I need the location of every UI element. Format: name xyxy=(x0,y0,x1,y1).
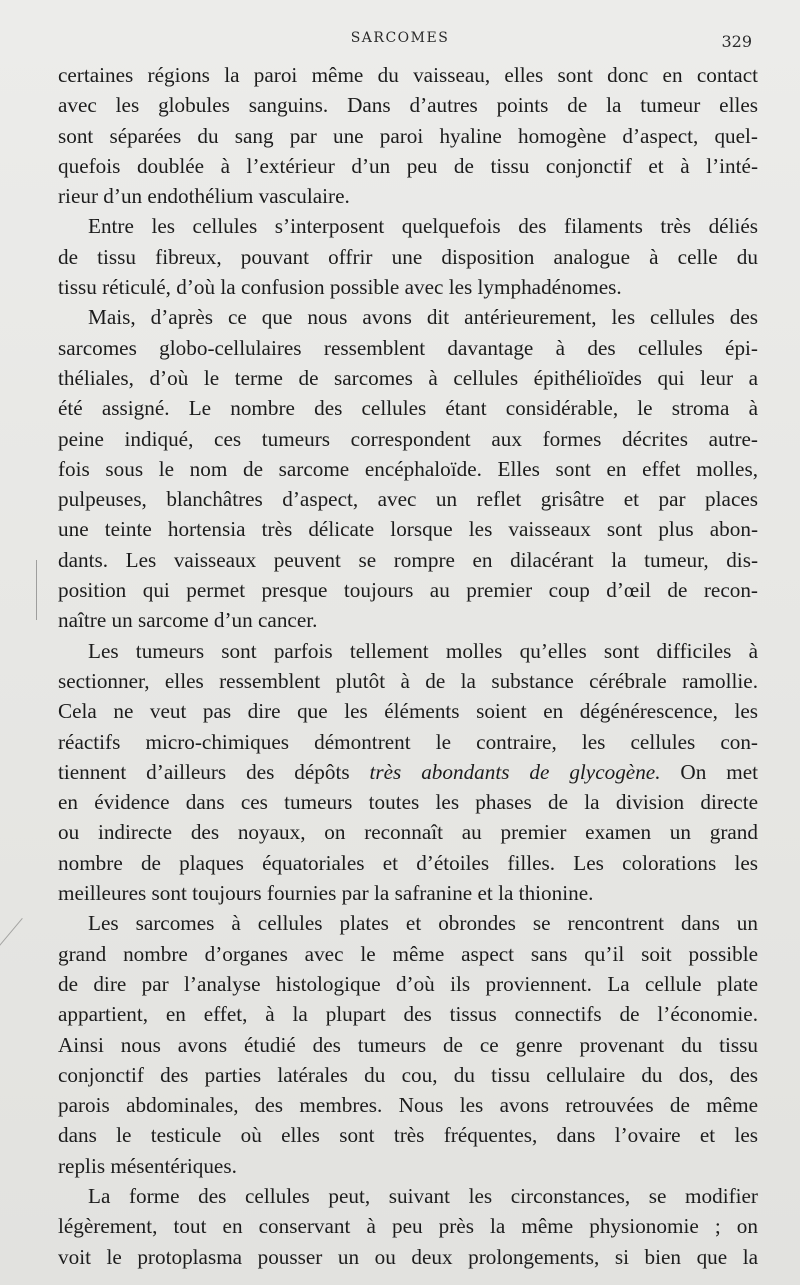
text-line: quefois doublée à l’extérieur d’un peu de tissu conjonctif et à l’inté- xyxy=(58,153,758,178)
text-line: Ainsi nous avons étudié des tumeurs de ce genre provenant du tissu xyxy=(58,1032,758,1057)
paragraph xyxy=(58,60,758,211)
text-line: sont séparées du sang par une paroi hyaline homogène d’aspect, quel- xyxy=(58,123,758,148)
text-line: réactifs micro-chimiques démontrent le contraire, les cellules con- xyxy=(58,729,758,754)
text-line: conjonctif des parties latérales du cou, du tissu cellulaire du dos, des xyxy=(58,1062,758,1087)
body-text xyxy=(58,60,758,1272)
text-line: en évidence dans ces tumeurs toutes les phases de la division directe xyxy=(58,790,758,815)
text-line: Les tumeurs sont parfois tellement molles qu’elles sont difficiles à xyxy=(88,638,758,663)
text-line: fois sous le nom de sarcome encéphaloïde. Elles sont en effet molles, xyxy=(58,456,758,481)
text-line: grand nombre d’organes avec le même aspect sans qu’il soit possible xyxy=(58,941,758,966)
text-line: légèrement, tout en conservant à peu près la même physionomie ; on xyxy=(58,1214,758,1239)
text-line: avec les globules sanguins. Dans d’autres points de la tumeur elles xyxy=(58,93,758,118)
text-line: tiennent d’ailleurs des dépôts très abondants de glycogène. On met xyxy=(58,759,758,784)
text-line: été assigné. Le nombre des cellules étant considérable, le stroma à xyxy=(58,396,758,421)
text-line: théliales, d’où le terme de sarcomes à cellules épithélioïdes qui leur a xyxy=(58,365,758,390)
text-line: Les sarcomes à cellules plates et obrondes se rencontrent dans un xyxy=(88,911,758,936)
text-line: nombre de plaques équatoriales et d’étoiles filles. Les colorations les xyxy=(58,850,758,875)
paragraph xyxy=(58,302,758,635)
margin-pencil-mark xyxy=(36,560,37,620)
text-line: dants. Les vaisseaux peuvent se rompre en dilacérant la tumeur, dis- xyxy=(58,547,758,572)
text-line: Mais, d’après ce que nous avons dit antérieurement, les cellules des xyxy=(88,305,758,330)
text-line: rieur d’un endothélium vasculaire. xyxy=(58,184,350,209)
text-line: position qui permet presque toujours au premier coup d’œil de recon- xyxy=(58,578,758,603)
text-line: appartient, en effet, à la plupart des tissus connectifs de l’économie. xyxy=(58,1002,758,1027)
paragraph xyxy=(58,908,758,1181)
paragraph xyxy=(58,1181,758,1272)
text-line: Entre les cellules s’interposent quelquefois des filaments très déliés xyxy=(88,214,758,239)
text-line: sarcomes globo-cellulaires ressemblent davantage à des cellules épi- xyxy=(58,335,758,360)
text-line: meilleures sont toujours fournies par la safranine et la thionine. xyxy=(58,881,594,906)
margin-pencil-stroke xyxy=(0,918,23,972)
text-line: ou indirecte des noyaux, on reconnaît au premier examen un grand xyxy=(58,820,758,845)
italic-phrase: très abondants de glycogène. xyxy=(369,759,661,784)
text-line: sectionner, elles ressemblent plutôt à de la substance cérébrale ramollie. xyxy=(58,668,758,693)
page-header xyxy=(0,28,800,52)
running-title: SARCOMES xyxy=(350,30,450,46)
text-line: naître un sarcome d’un cancer. xyxy=(58,608,318,633)
text-line: de tissu fibreux, pouvant offrir une disposition analogue à celle du xyxy=(58,244,758,269)
text-line: certaines régions la paroi même du vaisseau, elles sont donc en contact xyxy=(58,63,758,87)
text-line: Cela ne veut pas dire que les éléments soient en dégénérescence, les xyxy=(58,699,758,724)
text-line: voit le protoplasma pousser un ou deux prolongements, si bien que la xyxy=(58,1244,758,1269)
text-line: pulpeuses, blanchâtres d’aspect, avec un reflet grisâtre et par places xyxy=(58,487,758,512)
page-number: 329 xyxy=(721,32,752,51)
text-line: de dire par l’analyse histologique d’où ils proviennent. La cellule plate xyxy=(58,971,758,996)
text-line: dans le testicule où elles sont très fréquentes, dans l’ovaire et les xyxy=(58,1123,758,1148)
text-line: tissu réticulé, d’où la confusion possible avec les lymphadénomes. xyxy=(58,275,622,300)
text-line: replis mésentériques. xyxy=(58,1153,237,1178)
text-line: parois abdominales, des membres. Nous les avons retrouvées de même xyxy=(58,1093,758,1118)
text-line: une teinte hortensia très délicate lorsque les vaisseaux sont plus abon- xyxy=(58,517,758,542)
paragraph xyxy=(58,211,758,302)
paragraph xyxy=(58,636,758,909)
text-line: La forme des cellules peut, suivant les circonstances, se modifier xyxy=(88,1183,758,1208)
text-line: peine indiqué, ces tumeurs correspondent aux formes décrites autre- xyxy=(58,426,758,451)
